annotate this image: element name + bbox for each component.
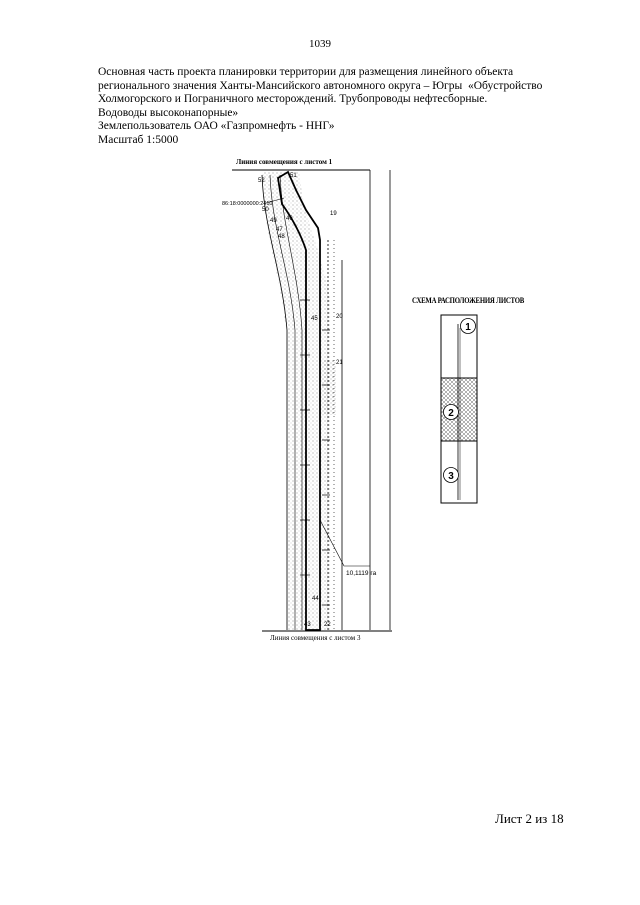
hatched-area [322,360,336,415]
point-label: 51 [290,173,297,179]
sheet-number: 3 [448,471,454,482]
header-line: Масштаб 1:5000 [98,133,179,146]
header-line: Основная часть проекта планировки территории для размещения линейного объекта [98,66,514,78]
sheet-number: 1 [465,322,471,333]
point-label: 48 [278,234,285,240]
point-label: 47 [276,227,283,233]
header-line: Холмогорского и Пограничного месторождений. Трубопроводы нефтесборные. [98,93,488,105]
point-label: 52 [258,178,265,184]
header-line: Землепользователь ОАО «Газпромнефть - ННГ» [98,120,335,132]
sheet-number: 2 [448,408,454,419]
point-label: 44 [312,596,319,602]
point-label: 20 [336,314,343,320]
scheme-title: СХЕМА РАСПОЛОЖЕНИЯ ЛИСТОВ [412,296,525,305]
bottom-match-line-label: Линия совмещения с листом 3 [270,634,361,642]
sheet-layout-scheme [440,314,478,504]
point-label: 50 [262,207,269,213]
left-callout-label: 86:18:0000000:2410 [222,201,273,207]
page-number: 1039 [309,38,331,50]
point-label: 46 [286,216,293,222]
point-label: 19 [330,211,337,217]
sheet-label: Лист 2 из 18 [495,811,564,826]
top-match-line-label: Линия совмещения с листом 1 [236,158,333,166]
right-callout-label: 10,1119 га [346,570,377,577]
header-line: регионального значения Ханты-Мансийского автономного округа – Югры «Обустройство [98,79,543,92]
point-label: 49 [270,218,277,224]
point-label: 43 [304,622,311,628]
header-line: Водоводы высоконапорные» [98,106,239,119]
point-label: 45 [311,316,318,322]
point-label: 22 [324,622,331,628]
point-label: 21 [336,360,343,366]
